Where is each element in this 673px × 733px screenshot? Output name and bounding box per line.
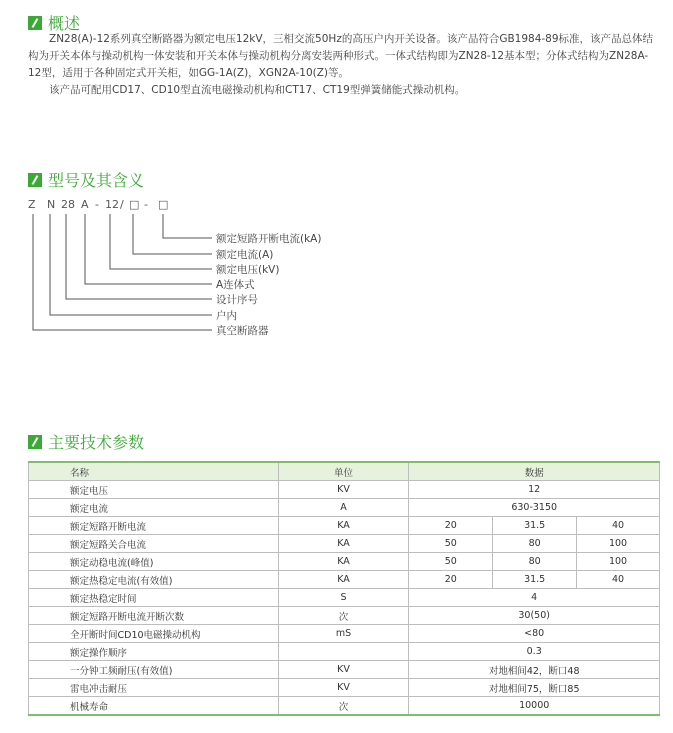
param-unit: KA [278, 553, 409, 571]
param-name: 额定电压 [29, 481, 279, 499]
param-name: 额定短路关合电流 [29, 535, 279, 553]
table-row [29, 517, 660, 535]
leader-line-rated-current [133, 214, 212, 254]
pencil-icon [28, 435, 42, 449]
table-row [29, 571, 660, 589]
table-row [29, 643, 660, 661]
param-value: 4 [409, 589, 660, 607]
param-name: 额定短路开断电流 [29, 517, 279, 535]
table-row [29, 697, 660, 716]
code-part-dash-1: - [95, 198, 99, 211]
table-row [29, 679, 660, 697]
overview-paragraph-1: ZN28(A)-12系列真空断路器为额定电压12kV，三相交流50Hz的高压户内开关设备。该产品符合GB1984-89标准，该产品总体结构为开关本体与操动机构一体安装和开关本体与操动机构分离安装两种形式。一体式结构即为ZN28-12基本型；分体式结构为ZN28A-12型，适用于各种固定式开关柜，如GG-1A(Z)，XGN2A-10(Z)等。 [28, 33, 654, 79]
param-value: 12 [409, 481, 660, 499]
param-value: 100 [577, 553, 660, 571]
code-part-dash-2: - [144, 198, 148, 211]
specs-title: 主要技术参数 [48, 433, 145, 452]
header-data: 数据 [409, 462, 660, 481]
code-part-28: 28 [61, 198, 75, 211]
table-row [29, 589, 660, 607]
param-name: 额定短路开断电流开断次数 [29, 607, 279, 625]
leader-line-indoor [50, 214, 212, 315]
legend-breaking-current: 额定短路开断电流(kA) [216, 233, 322, 245]
table-row [29, 481, 660, 499]
table-header-row [29, 462, 660, 481]
param-unit: KV [278, 679, 409, 697]
code-part-box-2: □ [158, 198, 169, 211]
leader-line-rated-voltage [110, 214, 212, 269]
param-unit: 次 [278, 607, 409, 625]
param-unit: KA [278, 535, 409, 553]
param-value: 40 [577, 571, 660, 589]
specs-heading [28, 430, 144, 453]
param-unit: S [278, 589, 409, 607]
legend-rated-current: 额定电流(A) [216, 249, 274, 261]
legend-indoor: 户内 [216, 310, 237, 322]
param-name: 额定操作顺序 [29, 643, 279, 661]
header-unit: 单位 [278, 462, 409, 481]
code-part-box-1: □ [129, 198, 140, 211]
param-value: 0.3 [409, 643, 660, 661]
param-name: 一分钟工频耐压(有效值) [29, 661, 279, 679]
header-name: 名称 [29, 462, 279, 481]
param-name: 雷电冲击耐压 [29, 679, 279, 697]
param-value: 31.5 [493, 517, 577, 535]
param-value: 50 [409, 553, 493, 571]
leader-line-breaking-current [163, 214, 212, 238]
param-name: 额定热稳定时间 [29, 589, 279, 607]
legend-design-number: 设计序号 [216, 294, 258, 306]
param-value: 40 [577, 517, 660, 535]
overview-paragraph-2: 该产品可配用CD17、CD10型直流电磁操动机构和CT17、CT19型弹簧储能式操动机构。 [49, 84, 466, 96]
table-row [29, 553, 660, 571]
param-value: 对地相间75，断口85 [409, 679, 660, 697]
leader-line-design-no [66, 214, 212, 299]
table-row [29, 607, 660, 625]
param-unit: KA [278, 517, 409, 535]
param-unit: 次 [278, 697, 409, 716]
param-value: 对地相间42，断口48 [409, 661, 660, 679]
table-row [29, 661, 660, 679]
param-unit: A [278, 499, 409, 517]
param-unit [278, 643, 409, 661]
code-part-slash: / [120, 198, 124, 211]
param-name: 全开断时间CD10电磁操动机构 [29, 625, 279, 643]
param-name: 额定电流 [29, 499, 279, 517]
legend-a-type: A连体式 [216, 279, 255, 291]
param-unit: KV [278, 661, 409, 679]
param-unit: mS [278, 625, 409, 643]
param-name: 额定热稳定电流(有效值) [29, 571, 279, 589]
table-row [29, 535, 660, 553]
table-row [29, 625, 660, 643]
code-part-a: A [81, 198, 89, 211]
param-value: 20 [409, 517, 493, 535]
param-value: 10000 [409, 697, 660, 716]
legend-vacuum-breaker: 真空断路器 [216, 325, 269, 337]
param-value: 50 [409, 535, 493, 553]
param-value: <80 [409, 625, 660, 643]
param-name: 机械寿命 [29, 697, 279, 716]
param-unit: KV [278, 481, 409, 499]
param-unit: KA [278, 571, 409, 589]
param-value: 80 [493, 553, 577, 571]
table-row [29, 499, 660, 517]
legend-rated-voltage: 额定电压(kV) [216, 264, 280, 276]
param-value: 30(50) [409, 607, 660, 625]
overview-title: 概述 [48, 14, 81, 33]
model-title: 型号及其含义 [48, 171, 145, 190]
specs-table-body [29, 481, 660, 716]
specs-table [28, 461, 660, 716]
param-value: 31.5 [493, 571, 577, 589]
param-name: 额定动稳电流(峰值) [29, 553, 279, 571]
leader-line-a-type [85, 214, 212, 284]
leader-line-vacuum [33, 214, 212, 330]
code-part-n: N [47, 198, 56, 211]
param-value: 100 [577, 535, 660, 553]
code-part-z: Z [28, 198, 36, 211]
param-value: 630-3150 [409, 499, 660, 517]
code-part-12: 12 [105, 198, 119, 211]
param-value: 80 [493, 535, 577, 553]
param-value: 20 [409, 571, 493, 589]
